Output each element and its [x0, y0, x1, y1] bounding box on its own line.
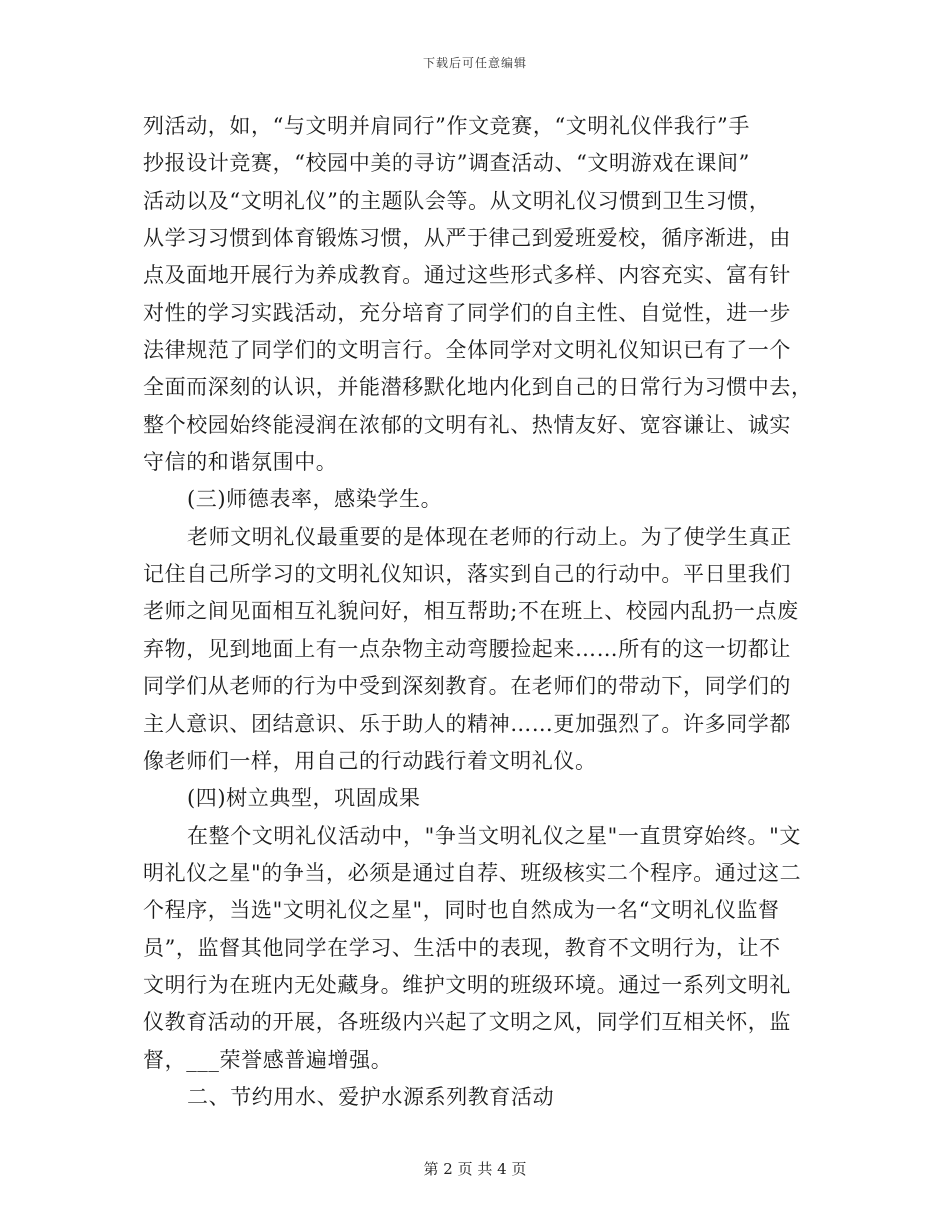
body-line: 列活动，如，“与文明并肩同行”作文竞赛，“文明礼仪伴我行”手 — [143, 114, 750, 138]
body-line: 整个校园始终能浸润在浓郁的文明有礼、热情友好、宽容谦让、诚实 — [143, 412, 791, 437]
body-line: 点及面地开展行为养成教育。通过这些形式多样、内容充实、富有针 — [143, 263, 791, 288]
body-line: 员”，监督其他同学在学习、生活中的表现，教育不文明行为，让不 — [143, 935, 781, 960]
section-heading-4: (四)树立典型，巩固成果 — [187, 786, 421, 811]
body-line: 个程序，当选"文明礼仪之星"，同时也自然成为一名“文明礼仪监督 — [143, 898, 780, 923]
body-line: 全面而深刻的认识，并能潜移默化地内化到自己的日常行为习惯中去， — [143, 375, 813, 400]
body-line: 守信的和谐氛围中。 — [143, 450, 338, 475]
paragraph-first-line: 老师文明礼仪最重要的是体现在老师的行动上。为了使学生真正 — [187, 524, 792, 549]
body-line: 同学们从老师的行为中受到深刻教育。在老师们的带动下，同学们的 — [143, 674, 791, 699]
page-header: 下载后可任意编辑 — [422, 56, 527, 70]
body-line: 文明行为在班内无处藏身。维护文明的班级环境。通过一系列文明礼 — [143, 972, 791, 997]
body-line: 仪教育活动的开展，各班级内兴起了文明之风，同学们互相关怀，监 — [143, 1010, 791, 1035]
body-line: 老师之间见面相互礼貌问好，相互帮助;不在班上、校园内乱扔一点废 — [143, 599, 799, 624]
body-line: 督，___荣誉感普遍增强。 — [143, 1047, 393, 1072]
section-heading-2: 二、节约用水、爱护水源系列教育活动 — [187, 1084, 555, 1109]
body-line: 对性的学习实践活动，充分培育了同学们的自主性、自觉性，进一步 — [143, 300, 791, 325]
body-line: 明礼仪之星"的争当，必须是通过自荐、班级核实二个程序。通过这二 — [143, 860, 802, 885]
body-line: 弃物，见到地面上有一点杂物主动弯腰捡起来……所有的这一切都让 — [143, 636, 791, 661]
body-line: 从学习习惯到体育锻炼习惯，从严于律己到爱班爱校，循序渐进，由 — [143, 226, 791, 251]
body-line: 法律规范了同学们的文明言行。全体同学对文明礼仪知识已有了一个 — [143, 338, 791, 363]
body-line: 记住自己所学习的文明礼仪知识，落实到自己的行动中。平日里我们 — [143, 562, 791, 587]
page-number: 第 2 页 共 4 页 — [423, 1160, 527, 1178]
paragraph-first-line: 在整个文明礼仪活动中，"争当文明礼仪之星"一直贯穿始终。"文 — [187, 823, 801, 848]
body-line: 活动以及“文明礼仪”的主题队会等。从文明礼仪习惯到卫生习惯， — [143, 188, 771, 213]
body-line: 主人意识、团结意识、乐于助人的精神……更加强烈了。许多同学都 — [143, 711, 791, 736]
body-line: 抄报设计竞赛，“校园中美的寻访”调查活动、“文明游戏在课间” — [143, 151, 750, 176]
section-heading-3: (三)师德表率，感染学生。 — [187, 487, 443, 512]
document-body — [143, 108, 813, 1116]
body-line: 像老师们一样，用自己的行动践行着文明礼仪。 — [143, 748, 597, 773]
